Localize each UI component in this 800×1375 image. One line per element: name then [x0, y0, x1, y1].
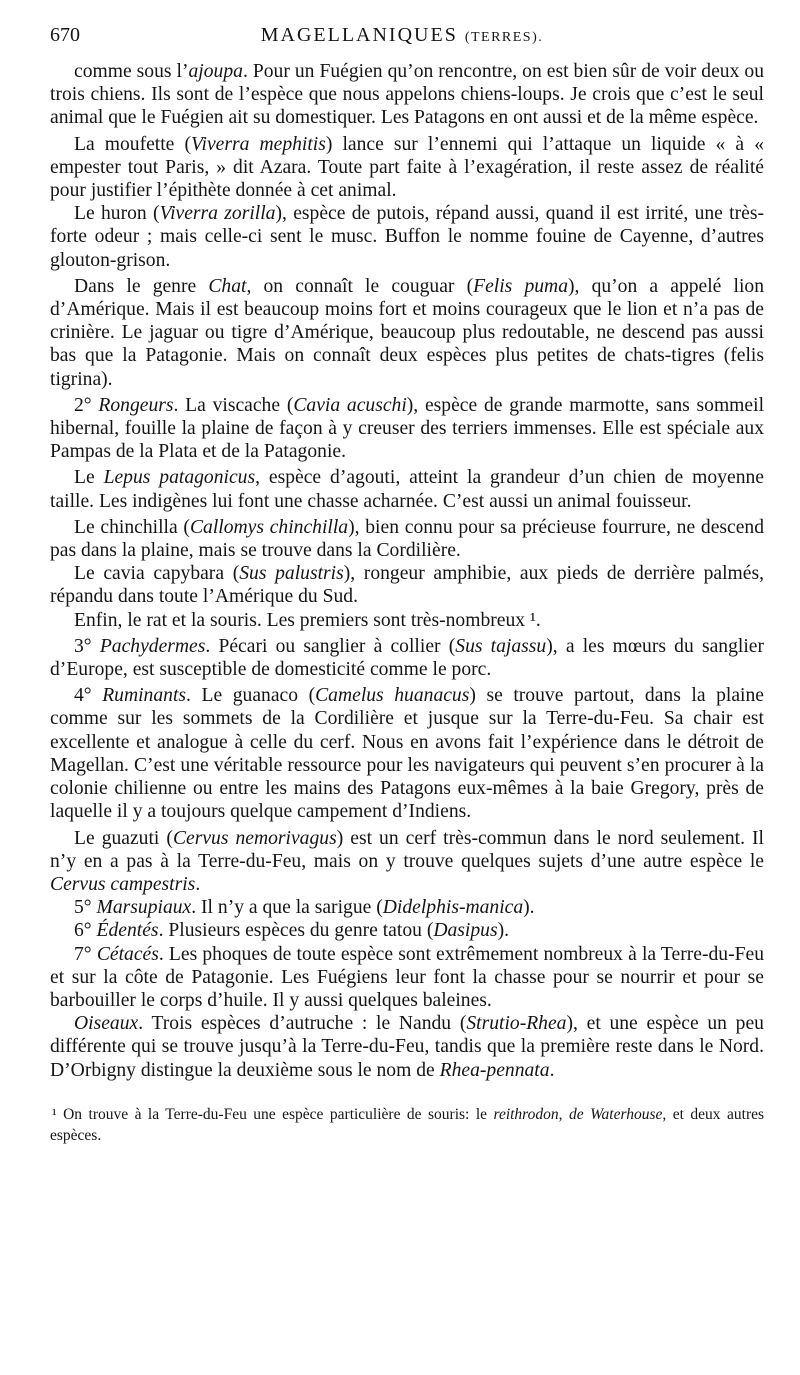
- paragraph: [50, 60, 764, 130]
- italic-term: reithrodon, de Waterhouse: [493, 1105, 663, 1123]
- text-run: 4°: [74, 685, 103, 707]
- text-run: .: [549, 1059, 555, 1081]
- text-run: 6°: [74, 920, 97, 942]
- italic-term: Ruminants: [102, 685, 187, 707]
- italic-term: Callomys chinchilla: [189, 516, 349, 538]
- text-run: Le guazuti (: [74, 827, 173, 849]
- text-run: ), espèce de putois, répand aussi, quand il est irrité, une très-forte odeur ; mais celle-ci sent le musc. Buffon le nomme fouine de Cayenne, d’autres glouton-grison.: [50, 203, 764, 271]
- paragraph: [50, 684, 764, 823]
- italic-term: Pachydermes: [99, 635, 206, 657]
- text-run: ), qu’on a appelé lion d’Amérique. Mais il est beaucoup moins fort et moins courageux que le lion et n’a pas de crinière. Le jaguar ou tigre d’Amérique, beaucoup plus redoutable, ne descend pas aussi bas que la Patagonie. Mais on connaît deux espèces plus petites de chats-tigres (felis tigrina).: [50, 275, 765, 390]
- paragraph: [50, 609, 764, 632]
- italic-term: Camelus huanacus: [315, 685, 470, 707]
- paragraph: [50, 562, 764, 608]
- italic-term: Marsupiaux: [96, 897, 192, 919]
- text-run: ), rongeur amphibie, aux pieds de derrière palmés, répandu dans toute l’Amérique du Sud.: [50, 563, 765, 608]
- italic-term: Didelphis-manica: [382, 897, 524, 919]
- paragraph: [50, 394, 764, 464]
- paragraph: [50, 202, 764, 272]
- paragraph: [50, 896, 764, 919]
- text-run: . Pécari ou sanglier à collier (: [205, 635, 456, 657]
- running-title-main: MAGELLANIQUES: [260, 24, 458, 46]
- text-run: Le huron (: [74, 203, 160, 225]
- paragraph: [50, 1012, 764, 1082]
- text-run: . Les phoques de toute espèce sont extrêmement nombreux à la Terre-du-Feu et sur la côte de Patagonie. Les Fuégiens leur font la chasse pour se nourrir et pour se barbouiller le corps d’huile. Il y aussi quelques baleines.: [50, 943, 765, 1011]
- text-run: . Le guanaco (: [186, 685, 316, 707]
- text-run: ), bien connu pour sa précieuse fourrure, ne descend pas dans la plaine, mais se trouve dans la Cordilière.: [50, 516, 765, 562]
- text-run: Le chinchilla (: [74, 516, 190, 538]
- italic-term: Sus tajassu: [455, 635, 547, 657]
- running-title-sub: (TERRES).: [464, 30, 544, 45]
- italic-term: Chat: [208, 275, 247, 297]
- italic-term: Oiseaux: [74, 1013, 139, 1035]
- italic-term: Felis puma: [473, 275, 568, 297]
- text-run: , espèce d’agouti, atteint la grandeur d’un chien de moyenne taille. Les indigènes lui font une chasse acharnée. C’est aussi un animal fouisseur.: [50, 467, 764, 512]
- running-header: [50, 24, 764, 60]
- footnote: [50, 1104, 764, 1146]
- text-run: ), et une espèce un peu différente qui se trouve jusqu’à la Terre-du-Feu, tandis que la première reste dans le Nord. D’Orbigny distingue la deuxième sous le nom de: [50, 1013, 764, 1081]
- paragraph: [50, 827, 764, 897]
- italic-term: Dasipus: [433, 920, 498, 942]
- text-run: Enfin, le rat et la souris. Les premiers sont très-nombreux ¹.: [74, 609, 541, 631]
- italic-term: Viverra mephitis: [191, 133, 326, 155]
- italic-term: Lepus patagonicus: [103, 467, 256, 489]
- paragraph: [50, 943, 764, 1013]
- text-run: 5°: [74, 897, 97, 919]
- text-run: 3°: [74, 635, 100, 657]
- text-run: ) est un cerf très-commun dans le nord seulement. Il n’y en a pas à la Terre-du-Feu, mais on y trouve quelques sujets d’une autre espèce le: [50, 827, 764, 872]
- text-run: La moufette (: [74, 133, 191, 155]
- text-run: , et deux autres espèces.: [50, 1105, 765, 1144]
- paragraph: [50, 635, 764, 681]
- text-run: ), a les mœurs du sanglier d’Europe, est susceptible de domesticité comme le porc.: [50, 635, 764, 681]
- text-run: . Pour un Fuégien qu’on rencontre, on est bien sûr de voir deux ou trois chiens. Ils sont de l’espèce que nous appelons chiens-loups. Je crois que c’est le seul animal que le Fuégien ait su domestiquer. Les Patagons en ont aussi et de la même espèce.: [50, 61, 764, 129]
- text-run: ¹ On trouve à la Terre-du-Feu une espèce particulière de souris: le: [52, 1105, 494, 1123]
- text-run: . La viscache (: [173, 394, 294, 416]
- text-run: .: [195, 873, 201, 895]
- text-run: 7°: [74, 943, 97, 965]
- text-run: Le: [74, 467, 104, 489]
- text-run: . Plusieurs espèces du genre tatou (: [158, 920, 434, 942]
- italic-term: Rongeurs: [98, 394, 174, 416]
- paragraph: [50, 133, 764, 203]
- paragraph: [50, 466, 764, 512]
- text-run: . Il n’y a que la sarigue (: [191, 897, 383, 919]
- footnotes: [50, 1104, 764, 1146]
- running-title: [100, 24, 764, 47]
- body-text: [50, 60, 764, 1082]
- italic-term: Rhea-pennata: [439, 1059, 550, 1081]
- text-run: ) lance sur l’ennemi qui l’attaque un liquide « à « empester tout Paris, » dit Azara. Toute part faite à l’exagération, il reste assez de réalité pour justifier l’épithète donnée à cet animal.: [50, 133, 764, 202]
- paragraph: [50, 275, 764, 391]
- text-run: ).: [523, 897, 535, 919]
- italic-term: Viverra zorilla: [159, 203, 276, 225]
- text-run: ) se trouve partout, dans la plaine comme sur les sommets de la Cordilière et jusque sur la Terre-du-Feu. Sa chair est excellente et analogue à celle du cerf. Nous en avons fait l’expérience dans le détroit de Magellan. C’est une véritable ressource pour les navigateurs qui peuvent s’en procurer à la colonie chilienne ou entre les mains des Patagons eux-mêmes à la baie Gregory, près de laquelle il y a toujours quelque campement d’Indiens.: [50, 685, 764, 823]
- page-number: 670: [50, 24, 80, 46]
- text-run: Le cavia capybara (: [74, 563, 240, 585]
- italic-term: Édentés: [96, 920, 159, 942]
- italic-term: Cervus campestris: [50, 873, 196, 895]
- text-run: ).: [497, 920, 510, 942]
- italic-term: Sus palustris: [239, 563, 344, 585]
- text-run: 2°: [74, 394, 99, 416]
- text-run: ), espèce de grande marmotte, sans sommeil hibernal, fouille la plaine de façon à y creuser des terriers immenses. Elle est spéciale aux Pampas de la Plata et de la Patagonie.: [50, 394, 765, 463]
- text-run: Dans le genre: [74, 275, 209, 297]
- italic-term: Cavia acuschi: [293, 394, 407, 416]
- italic-term: ajoupa: [188, 61, 243, 82]
- text-run: . Trois espèces d’autruche : le Nandu (: [138, 1013, 467, 1035]
- text-run: , on connaît le couguar (: [246, 275, 474, 297]
- paragraph: [50, 516, 764, 562]
- italic-term: Cétacés: [96, 943, 159, 965]
- italic-term: Cervus nemorivagus: [172, 827, 337, 849]
- italic-term: Strutio-Rhea: [466, 1013, 567, 1035]
- text-run: comme sous l’: [74, 61, 189, 82]
- paragraph: [50, 919, 764, 942]
